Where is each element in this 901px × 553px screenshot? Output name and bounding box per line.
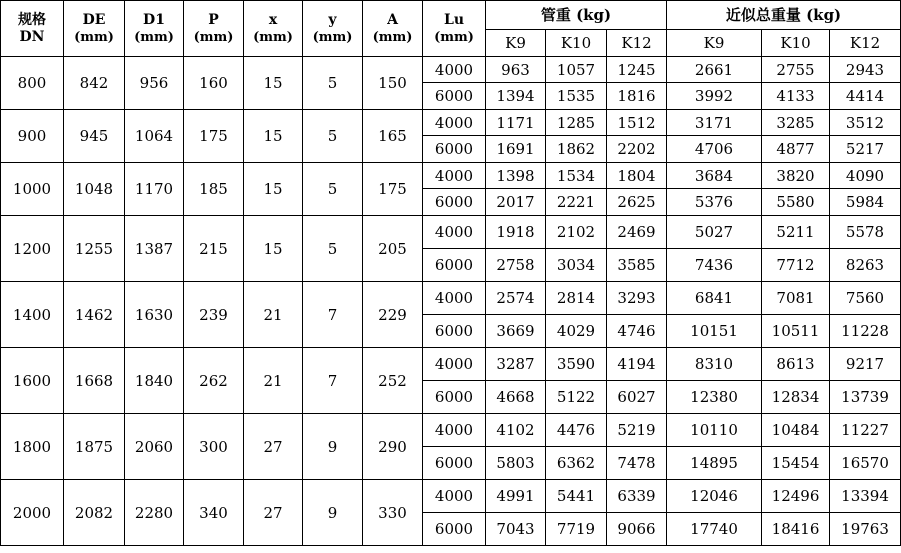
cell-lu: 6000 <box>423 381 486 414</box>
cell-pipe-weight: 2102 <box>546 216 607 249</box>
header-total-weight: 近似总重量 (kg) <box>667 1 901 30</box>
cell-total-weight: 2661 <box>667 57 762 83</box>
cell-d1: 956 <box>125 57 184 110</box>
cell-p: 340 <box>184 480 244 546</box>
cell-total-weight: 8613 <box>762 348 830 381</box>
cell-de: 1048 <box>64 163 125 216</box>
header-total-k9: K9 <box>667 30 762 57</box>
table-row <box>1 216 901 249</box>
cell-total-weight: 5984 <box>830 189 901 216</box>
cell-dn: 1000 <box>1 163 64 216</box>
cell-pipe-weight: 3590 <box>546 348 607 381</box>
cell-lu: 4000 <box>423 348 486 381</box>
cell-pipe-weight: 7478 <box>607 447 667 480</box>
cell-p: 300 <box>184 414 244 480</box>
cell-total-weight: 13739 <box>830 381 901 414</box>
cell-total-weight: 4706 <box>667 136 762 163</box>
header-dn: 规格 DN <box>1 1 64 57</box>
cell-pipe-weight: 2017 <box>486 189 546 216</box>
table-row <box>1 414 901 447</box>
cell-de: 945 <box>64 110 125 163</box>
cell-lu: 6000 <box>423 315 486 348</box>
cell-y: 7 <box>303 348 363 414</box>
cell-total-weight: 11227 <box>830 414 901 447</box>
cell-total-weight: 13394 <box>830 480 901 513</box>
cell-de: 842 <box>64 57 125 110</box>
cell-pipe-weight: 4194 <box>607 348 667 381</box>
cell-pipe-weight: 1804 <box>607 163 667 189</box>
header-y: y (mm) <box>303 1 363 57</box>
header-pipe-k9: K9 <box>486 30 546 57</box>
cell-total-weight: 16570 <box>830 447 901 480</box>
cell-total-weight: 5578 <box>830 216 901 249</box>
header-x: x (mm) <box>244 1 303 57</box>
cell-dn: 1600 <box>1 348 64 414</box>
cell-y: 9 <box>303 414 363 480</box>
header-total-k10: K10 <box>762 30 830 57</box>
cell-total-weight: 3285 <box>762 110 830 136</box>
table-row <box>1 480 901 513</box>
cell-dn: 1400 <box>1 282 64 348</box>
cell-total-weight: 12046 <box>667 480 762 513</box>
cell-pipe-weight: 4668 <box>486 381 546 414</box>
cell-total-weight: 18416 <box>762 513 830 546</box>
cell-pipe-weight: 1285 <box>546 110 607 136</box>
cell-lu: 4000 <box>423 414 486 447</box>
cell-a: 229 <box>363 282 423 348</box>
cell-total-weight: 3992 <box>667 83 762 110</box>
cell-total-weight: 5376 <box>667 189 762 216</box>
cell-dn: 900 <box>1 110 64 163</box>
header-pipe-weight: 管重 (kg) <box>486 1 667 30</box>
cell-d1: 1170 <box>125 163 184 216</box>
cell-de: 2082 <box>64 480 125 546</box>
cell-total-weight: 4090 <box>830 163 901 189</box>
cell-pipe-weight: 1918 <box>486 216 546 249</box>
cell-a: 175 <box>363 163 423 216</box>
cell-x: 27 <box>244 480 303 546</box>
cell-lu: 4000 <box>423 57 486 83</box>
cell-y: 9 <box>303 480 363 546</box>
cell-total-weight: 11228 <box>830 315 901 348</box>
cell-total-weight: 3684 <box>667 163 762 189</box>
cell-pipe-weight: 5441 <box>546 480 607 513</box>
cell-pipe-weight: 4029 <box>546 315 607 348</box>
cell-total-weight: 2755 <box>762 57 830 83</box>
cell-a: 150 <box>363 57 423 110</box>
cell-total-weight: 10151 <box>667 315 762 348</box>
cell-lu: 6000 <box>423 249 486 282</box>
cell-pipe-weight: 1816 <box>607 83 667 110</box>
cell-p: 262 <box>184 348 244 414</box>
cell-pipe-weight: 3669 <box>486 315 546 348</box>
cell-total-weight: 14895 <box>667 447 762 480</box>
cell-pipe-weight: 5219 <box>607 414 667 447</box>
header-de: DE (mm) <box>64 1 125 57</box>
cell-pipe-weight: 5803 <box>486 447 546 480</box>
cell-total-weight: 3512 <box>830 110 901 136</box>
cell-pipe-weight: 4991 <box>486 480 546 513</box>
cell-de: 1255 <box>64 216 125 282</box>
cell-total-weight: 10511 <box>762 315 830 348</box>
cell-pipe-weight: 6339 <box>607 480 667 513</box>
cell-pipe-weight: 1245 <box>607 57 667 83</box>
cell-pipe-weight: 1862 <box>546 136 607 163</box>
cell-pipe-weight: 3287 <box>486 348 546 381</box>
cell-d1: 2280 <box>125 480 184 546</box>
cell-de: 1462 <box>64 282 125 348</box>
table-row <box>1 282 901 315</box>
cell-lu: 6000 <box>423 513 486 546</box>
cell-a: 205 <box>363 216 423 282</box>
cell-pipe-weight: 6362 <box>546 447 607 480</box>
cell-pipe-weight: 3293 <box>607 282 667 315</box>
cell-total-weight: 15454 <box>762 447 830 480</box>
cell-total-weight: 6841 <box>667 282 762 315</box>
cell-x: 15 <box>244 57 303 110</box>
cell-total-weight: 8310 <box>667 348 762 381</box>
cell-x: 21 <box>244 282 303 348</box>
cell-pipe-weight: 3034 <box>546 249 607 282</box>
header-p: P (mm) <box>184 1 244 57</box>
cell-total-weight: 12496 <box>762 480 830 513</box>
table-row <box>1 163 901 189</box>
cell-p: 175 <box>184 110 244 163</box>
cell-total-weight: 7436 <box>667 249 762 282</box>
cell-d1: 1387 <box>125 216 184 282</box>
cell-lu: 4000 <box>423 480 486 513</box>
cell-pipe-weight: 2574 <box>486 282 546 315</box>
cell-pipe-weight: 5122 <box>546 381 607 414</box>
cell-de: 1875 <box>64 414 125 480</box>
cell-pipe-weight: 7719 <box>546 513 607 546</box>
cell-total-weight: 5027 <box>667 216 762 249</box>
cell-pipe-weight: 1171 <box>486 110 546 136</box>
cell-pipe-weight: 1057 <box>546 57 607 83</box>
cell-pipe-weight: 9066 <box>607 513 667 546</box>
cell-y: 5 <box>303 163 363 216</box>
cell-a: 330 <box>363 480 423 546</box>
cell-pipe-weight: 2625 <box>607 189 667 216</box>
cell-d1: 1630 <box>125 282 184 348</box>
cell-pipe-weight: 2202 <box>607 136 667 163</box>
cell-a: 290 <box>363 414 423 480</box>
cell-lu: 6000 <box>423 447 486 480</box>
cell-p: 215 <box>184 216 244 282</box>
cell-total-weight: 7081 <box>762 282 830 315</box>
cell-total-weight: 7560 <box>830 282 901 315</box>
cell-total-weight: 10110 <box>667 414 762 447</box>
cell-pipe-weight: 4102 <box>486 414 546 447</box>
cell-dn: 2000 <box>1 480 64 546</box>
table-row <box>1 110 901 136</box>
cell-total-weight: 5580 <box>762 189 830 216</box>
header-total-k12: K12 <box>830 30 901 57</box>
cell-dn: 800 <box>1 57 64 110</box>
cell-lu: 4000 <box>423 282 486 315</box>
cell-pipe-weight: 4746 <box>607 315 667 348</box>
cell-total-weight: 12834 <box>762 381 830 414</box>
cell-x: 15 <box>244 110 303 163</box>
header-pipe-k12: K12 <box>607 30 667 57</box>
cell-lu: 6000 <box>423 136 486 163</box>
cell-total-weight: 4877 <box>762 136 830 163</box>
cell-dn: 1200 <box>1 216 64 282</box>
cell-total-weight: 8263 <box>830 249 901 282</box>
cell-x: 15 <box>244 163 303 216</box>
cell-y: 5 <box>303 57 363 110</box>
cell-lu: 4000 <box>423 110 486 136</box>
cell-pipe-weight: 1691 <box>486 136 546 163</box>
cell-pipe-weight: 2758 <box>486 249 546 282</box>
cell-d1: 2060 <box>125 414 184 480</box>
cell-pipe-weight: 963 <box>486 57 546 83</box>
cell-lu: 4000 <box>423 216 486 249</box>
cell-lu: 4000 <box>423 163 486 189</box>
cell-total-weight: 5211 <box>762 216 830 249</box>
cell-total-weight: 10484 <box>762 414 830 447</box>
cell-p: 160 <box>184 57 244 110</box>
header-lu: Lu (mm) <box>423 1 486 57</box>
cell-pipe-weight: 1534 <box>546 163 607 189</box>
cell-total-weight: 4414 <box>830 83 901 110</box>
cell-total-weight: 3820 <box>762 163 830 189</box>
cell-p: 239 <box>184 282 244 348</box>
cell-p: 185 <box>184 163 244 216</box>
cell-d1: 1840 <box>125 348 184 414</box>
cell-de: 1668 <box>64 348 125 414</box>
cell-pipe-weight: 2469 <box>607 216 667 249</box>
cell-x: 21 <box>244 348 303 414</box>
table-row <box>1 348 901 381</box>
cell-lu: 6000 <box>423 83 486 110</box>
cell-a: 252 <box>363 348 423 414</box>
cell-total-weight: 5217 <box>830 136 901 163</box>
cell-total-weight: 12380 <box>667 381 762 414</box>
table-body <box>1 57 901 546</box>
cell-pipe-weight: 1512 <box>607 110 667 136</box>
cell-total-weight: 3171 <box>667 110 762 136</box>
cell-a: 165 <box>363 110 423 163</box>
cell-dn: 1800 <box>1 414 64 480</box>
cell-pipe-weight: 3585 <box>607 249 667 282</box>
cell-total-weight: 9217 <box>830 348 901 381</box>
cell-y: 7 <box>303 282 363 348</box>
cell-y: 5 <box>303 110 363 163</box>
cell-pipe-weight: 4476 <box>546 414 607 447</box>
header-pipe-k10: K10 <box>546 30 607 57</box>
cell-x: 27 <box>244 414 303 480</box>
cell-pipe-weight: 7043 <box>486 513 546 546</box>
cell-y: 5 <box>303 216 363 282</box>
cell-x: 15 <box>244 216 303 282</box>
cell-pipe-weight: 2814 <box>546 282 607 315</box>
cell-total-weight: 19763 <box>830 513 901 546</box>
cell-pipe-weight: 1535 <box>546 83 607 110</box>
cell-total-weight: 7712 <box>762 249 830 282</box>
header-a: A (mm) <box>363 1 423 57</box>
cell-total-weight: 4133 <box>762 83 830 110</box>
cell-total-weight: 17740 <box>667 513 762 546</box>
cell-pipe-weight: 1394 <box>486 83 546 110</box>
table-row <box>1 57 901 83</box>
cell-pipe-weight: 6027 <box>607 381 667 414</box>
cell-pipe-weight: 1398 <box>486 163 546 189</box>
header-d1: D1 (mm) <box>125 1 184 57</box>
cell-d1: 1064 <box>125 110 184 163</box>
cell-lu: 6000 <box>423 189 486 216</box>
cell-pipe-weight: 2221 <box>546 189 607 216</box>
cell-total-weight: 2943 <box>830 57 901 83</box>
